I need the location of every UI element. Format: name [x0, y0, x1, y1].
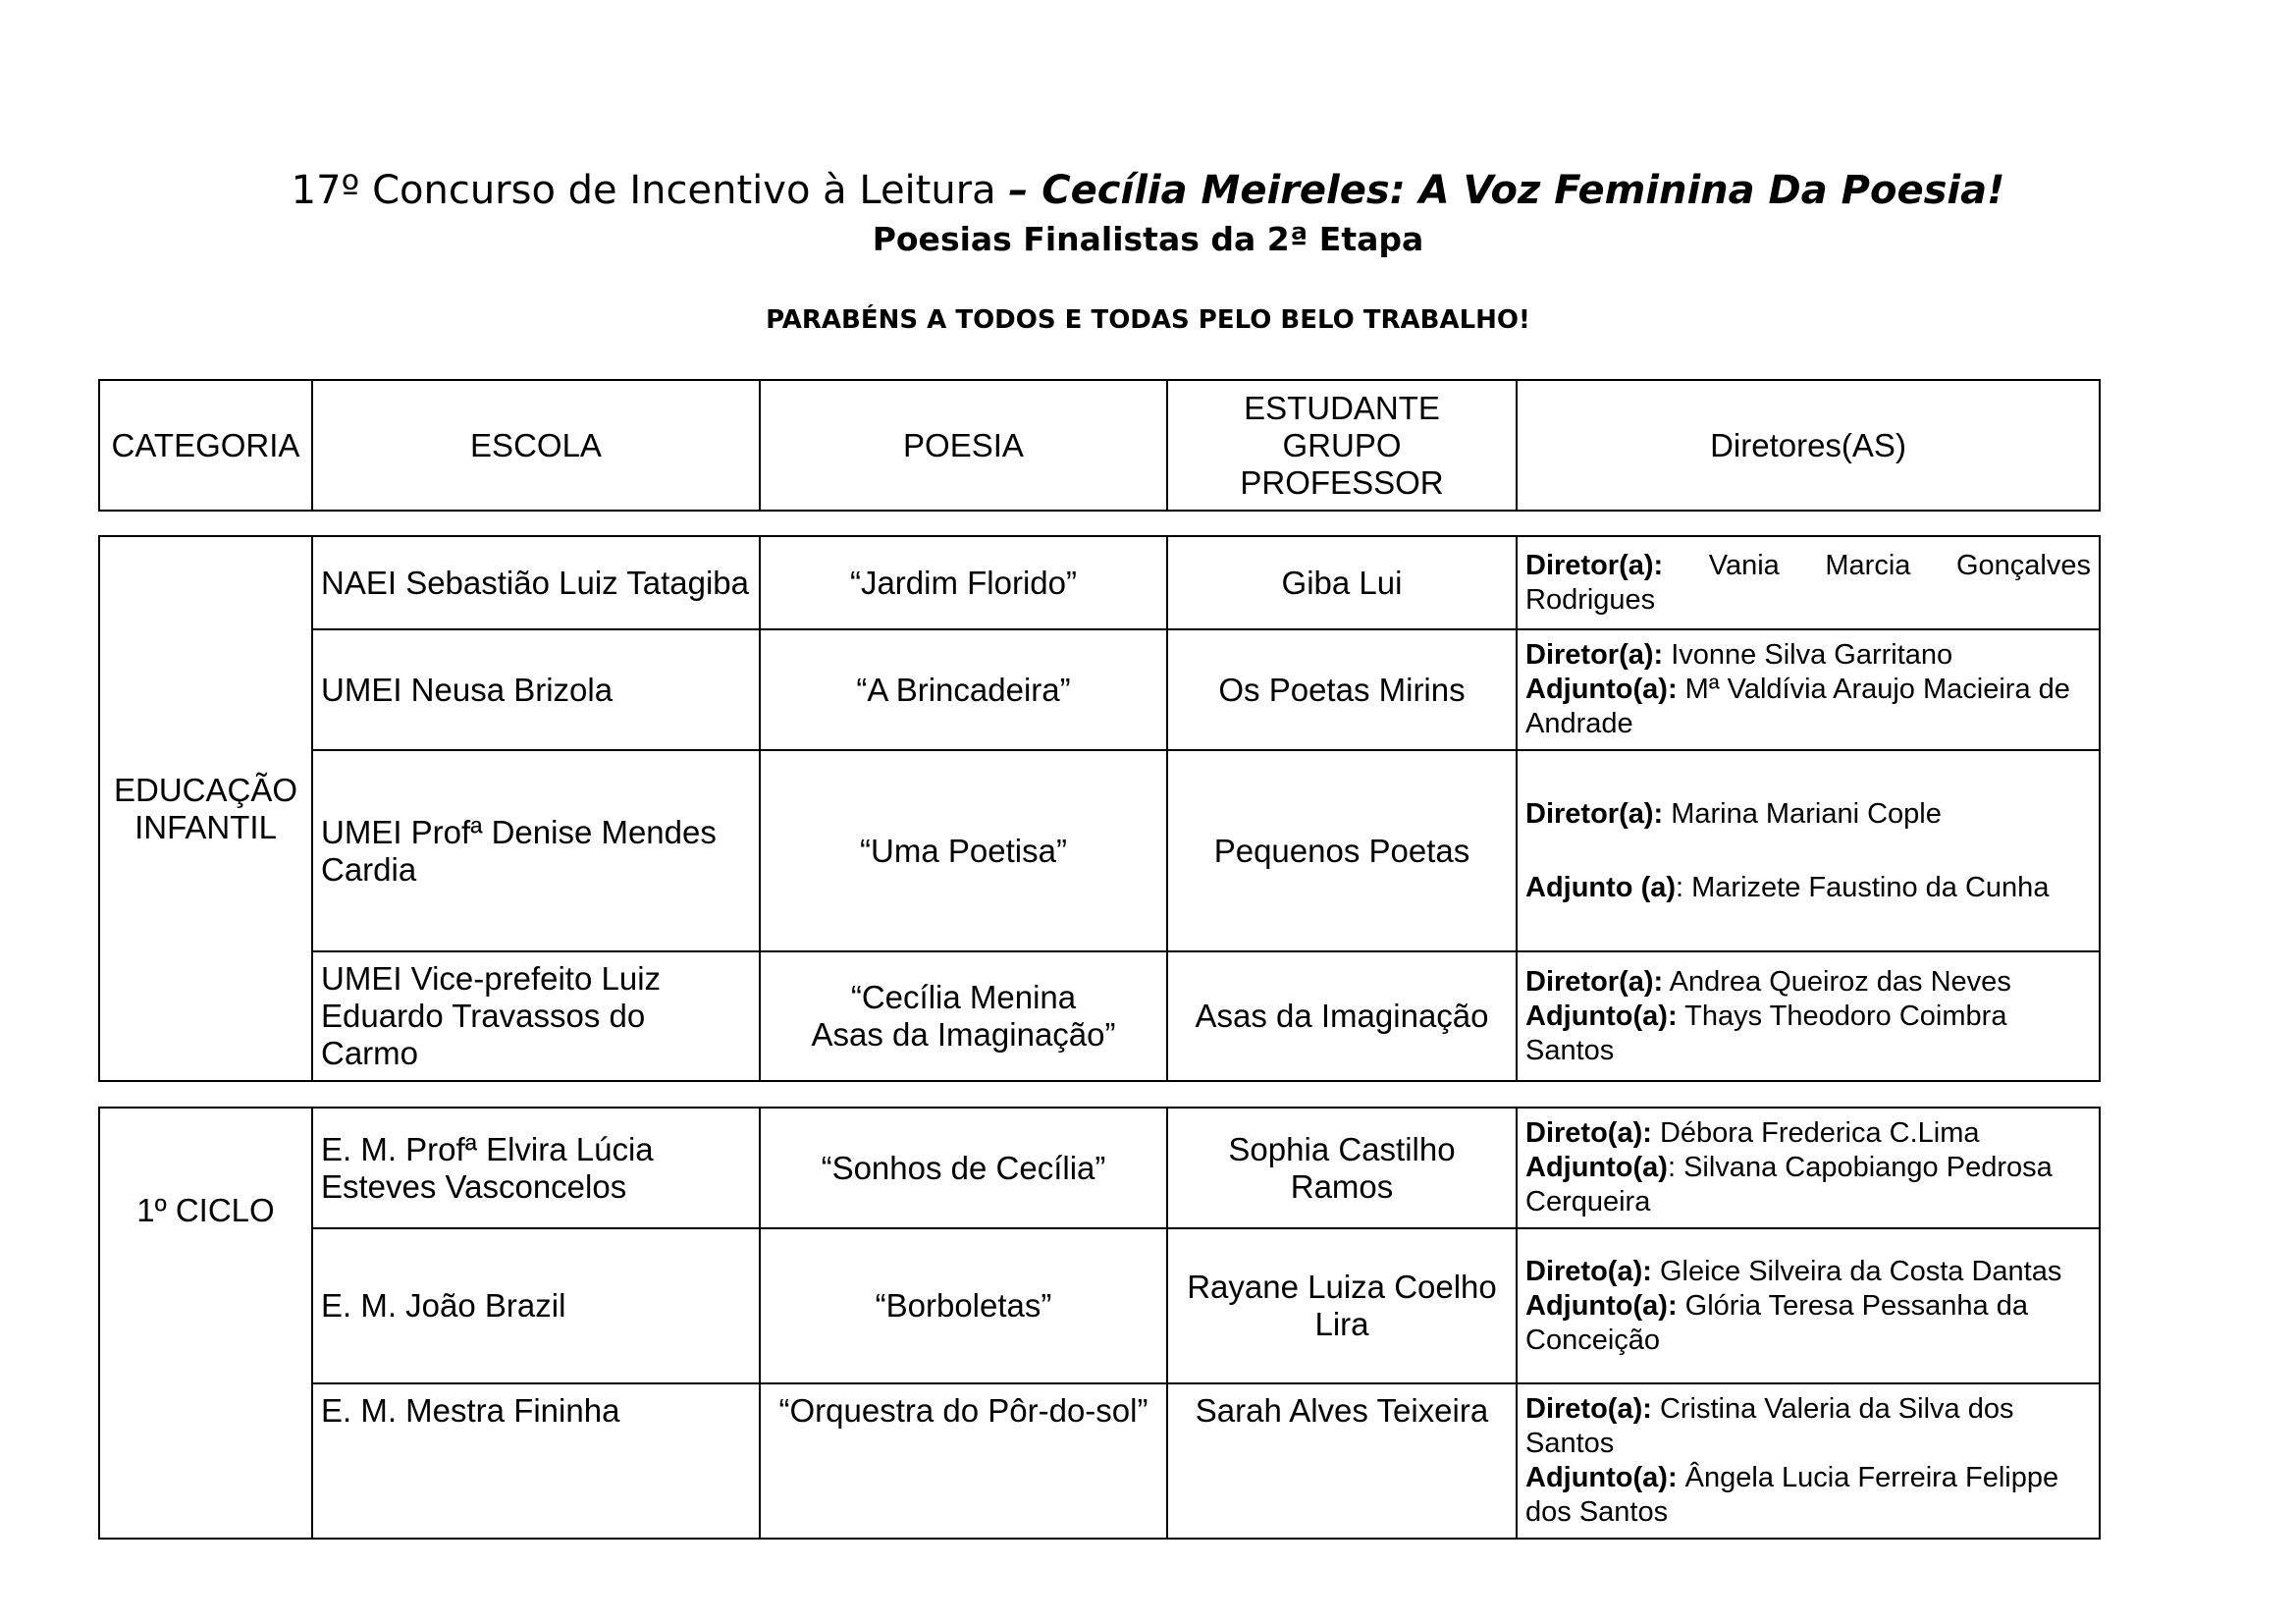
estudante-cell: Asas da Imaginação	[1167, 951, 1517, 1081]
poesia-line2: Asas da Imaginação”	[811, 1016, 1116, 1053]
diretor-label: Direto(a):	[1525, 1393, 1652, 1425]
diretor-name: Débora Frederica C.Lima	[1651, 1117, 1980, 1149]
diretores-cell	[1517, 750, 2100, 951]
estudante-cell: Sophia Castilho Ramos	[1167, 1108, 1517, 1228]
estudante-cell: Os Poetas Mirins	[1167, 629, 1517, 750]
title-plain: 17º Concurso de Incentivo à Leitura	[291, 168, 1009, 213]
table-row	[99, 951, 2100, 1081]
col-header-diretores: Diretores(AS)	[1517, 380, 2100, 511]
diretor-line	[1525, 1116, 2091, 1151]
document-title	[0, 165, 2296, 216]
poesia-cell: “Borboletas”	[760, 1228, 1167, 1383]
diretor-label: Diretor(a):	[1525, 965, 1664, 998]
adjunto-label: Adjunto(a):	[1525, 674, 1678, 705]
diretor-label: Diretor(a):	[1525, 549, 1664, 581]
table-row	[99, 1228, 2100, 1383]
diretor-label: Diretor(a):	[1525, 639, 1664, 671]
diretor-name: Gleice Silveira da Costa Dantas	[1651, 1255, 2062, 1287]
col-header-estudante-line1: ESTUDANTE	[1244, 389, 1440, 426]
table-row	[99, 750, 2100, 951]
poesia-cell: “Sonhos de Cecília”	[760, 1108, 1167, 1228]
diretor-line	[1525, 1255, 2091, 1289]
col-header-poesia: POESIA	[760, 380, 1167, 511]
estudante-cell: Sarah Alves Teixeira	[1167, 1383, 1517, 1539]
adjunto-line	[1525, 1000, 2091, 1068]
title-emphasis: – Cecília Meireles: A Voz Feminina Da Poesia!	[1008, 168, 2005, 213]
adjunto-line	[1525, 1151, 2091, 1219]
escola-cell: UMEI Vice-prefeito Luiz Eduardo Travassos do Carmo	[312, 951, 760, 1081]
poesia-cell: “Uma Poetisa”	[760, 750, 1167, 951]
table-row	[99, 1108, 2100, 1228]
escola-cell: UMEI Neusa Brizola	[312, 629, 760, 750]
estudante-cell: Pequenos Poetas	[1167, 750, 1517, 951]
adjunto-name: Glória Teresa Pessanha da Conceição	[1525, 1289, 2028, 1356]
col-header-escola: ESCOLA	[312, 380, 760, 511]
diretores-cell	[1517, 1228, 2100, 1383]
diretor-line	[1525, 1392, 2091, 1461]
poesia-cell: “Orquestra do Pôr-do-sol”	[760, 1383, 1167, 1539]
poesia-cell: “Jardim Florido”	[760, 536, 1167, 629]
diretor-name: Cristina Valeria da Silva dos Santos	[1525, 1393, 2014, 1459]
col-header-estudante-line2: GRUPO	[1282, 426, 1402, 463]
category-cell: 1º CICLO	[99, 1108, 312, 1539]
diretores-cell	[1517, 1383, 2100, 1539]
table-row	[99, 629, 2100, 750]
adjunto-line	[1525, 1289, 2091, 1358]
escola-cell: UMEI Profª Denise Mendes Cardia	[312, 750, 760, 951]
diretor-name: Vania Marcia Gonçalves Rodrigues	[1525, 549, 2091, 616]
category-cell: EDUCAÇÃO INFANTIL	[99, 536, 312, 1081]
diretor-label: Direto(a):	[1525, 1255, 1652, 1287]
diretores-cell	[1517, 536, 2100, 629]
adjunto-label: Adjunto(a)	[1525, 1152, 1668, 1183]
adjunto-line	[1525, 673, 2091, 741]
document-subtitle: Poesias Finalistas da 2ª Etapa	[872, 220, 1424, 258]
diretores-cell	[1517, 951, 2100, 1081]
diretor-name: Andrea Queiroz das Neves	[1663, 965, 2011, 998]
escola-cell: E. M. Profª Elvira Lúcia Esteves Vasconcelos	[312, 1108, 760, 1228]
adjunto-name: : Marizete Faustino da Cunha	[1676, 871, 2050, 903]
diretor-label: Direto(a):	[1525, 1117, 1652, 1149]
diretores-cell	[1517, 629, 2100, 750]
primeiro-ciclo-table	[98, 1107, 2101, 1540]
congrats-message: PARABÉNS A TODOS E TODAS PELO BELO TRABALHO!	[766, 305, 1530, 335]
estudante-cell: Giba Lui	[1167, 536, 1517, 629]
adjunto-name: : Silvana Capobiango Pedrosa Cerqueira	[1525, 1152, 2053, 1217]
poesia-cell: “A Brincadeira”	[760, 629, 1167, 750]
header-table	[98, 379, 2101, 512]
diretores-cell	[1517, 1108, 2100, 1228]
poesia-cell	[760, 951, 1167, 1081]
diretor-line	[1525, 965, 2091, 1000]
table-row	[99, 1383, 2100, 1539]
poesia-line1: “Cecília Menina	[850, 979, 1077, 1015]
adjunto-name: Thays Theodoro Coimbra Santos	[1525, 1000, 2007, 1066]
escola-cell: E. M. Mestra Fininha	[312, 1383, 760, 1539]
diretor-line	[1525, 797, 2091, 832]
adjunto-line	[1525, 871, 2091, 905]
table-row	[99, 536, 2100, 629]
col-header-categoria: CATEGORIA	[99, 380, 312, 511]
adjunto-label: Adjunto(a):	[1525, 1000, 1678, 1032]
adjunto-label: Adjunto(a):	[1525, 1289, 1678, 1322]
col-header-estudante-line3: PROFESSOR	[1240, 463, 1444, 501]
diretor-name: Marina Mariani Cople	[1663, 797, 1942, 830]
adjunto-label: Adjunto (a)	[1525, 871, 1677, 903]
estudante-cell: Rayane Luiza Coelho Lira	[1167, 1228, 1517, 1383]
adjunto-name: Ângela Lucia Ferreira Felippe dos Santos	[1525, 1462, 2059, 1528]
adjunto-name: Mª Valdívia Araujo Macieira de Andrade	[1525, 674, 2070, 739]
escola-cell: E. M. João Brazil	[312, 1228, 760, 1383]
line-gap	[1525, 832, 2091, 871]
educacao-infantil-table	[98, 535, 2101, 1082]
escola-cell: NAEI Sebastião Luiz Tatagiba	[312, 536, 760, 629]
adjunto-label: Adjunto(a):	[1525, 1462, 1678, 1493]
col-header-estudante	[1167, 380, 1517, 511]
diretor-name: Ivonne Silva Garritano	[1663, 639, 1953, 671]
adjunto-line	[1525, 1461, 2091, 1530]
diretor-label: Diretor(a):	[1525, 797, 1664, 830]
diretor-line	[1525, 549, 2091, 618]
diretor-line	[1525, 638, 2091, 673]
